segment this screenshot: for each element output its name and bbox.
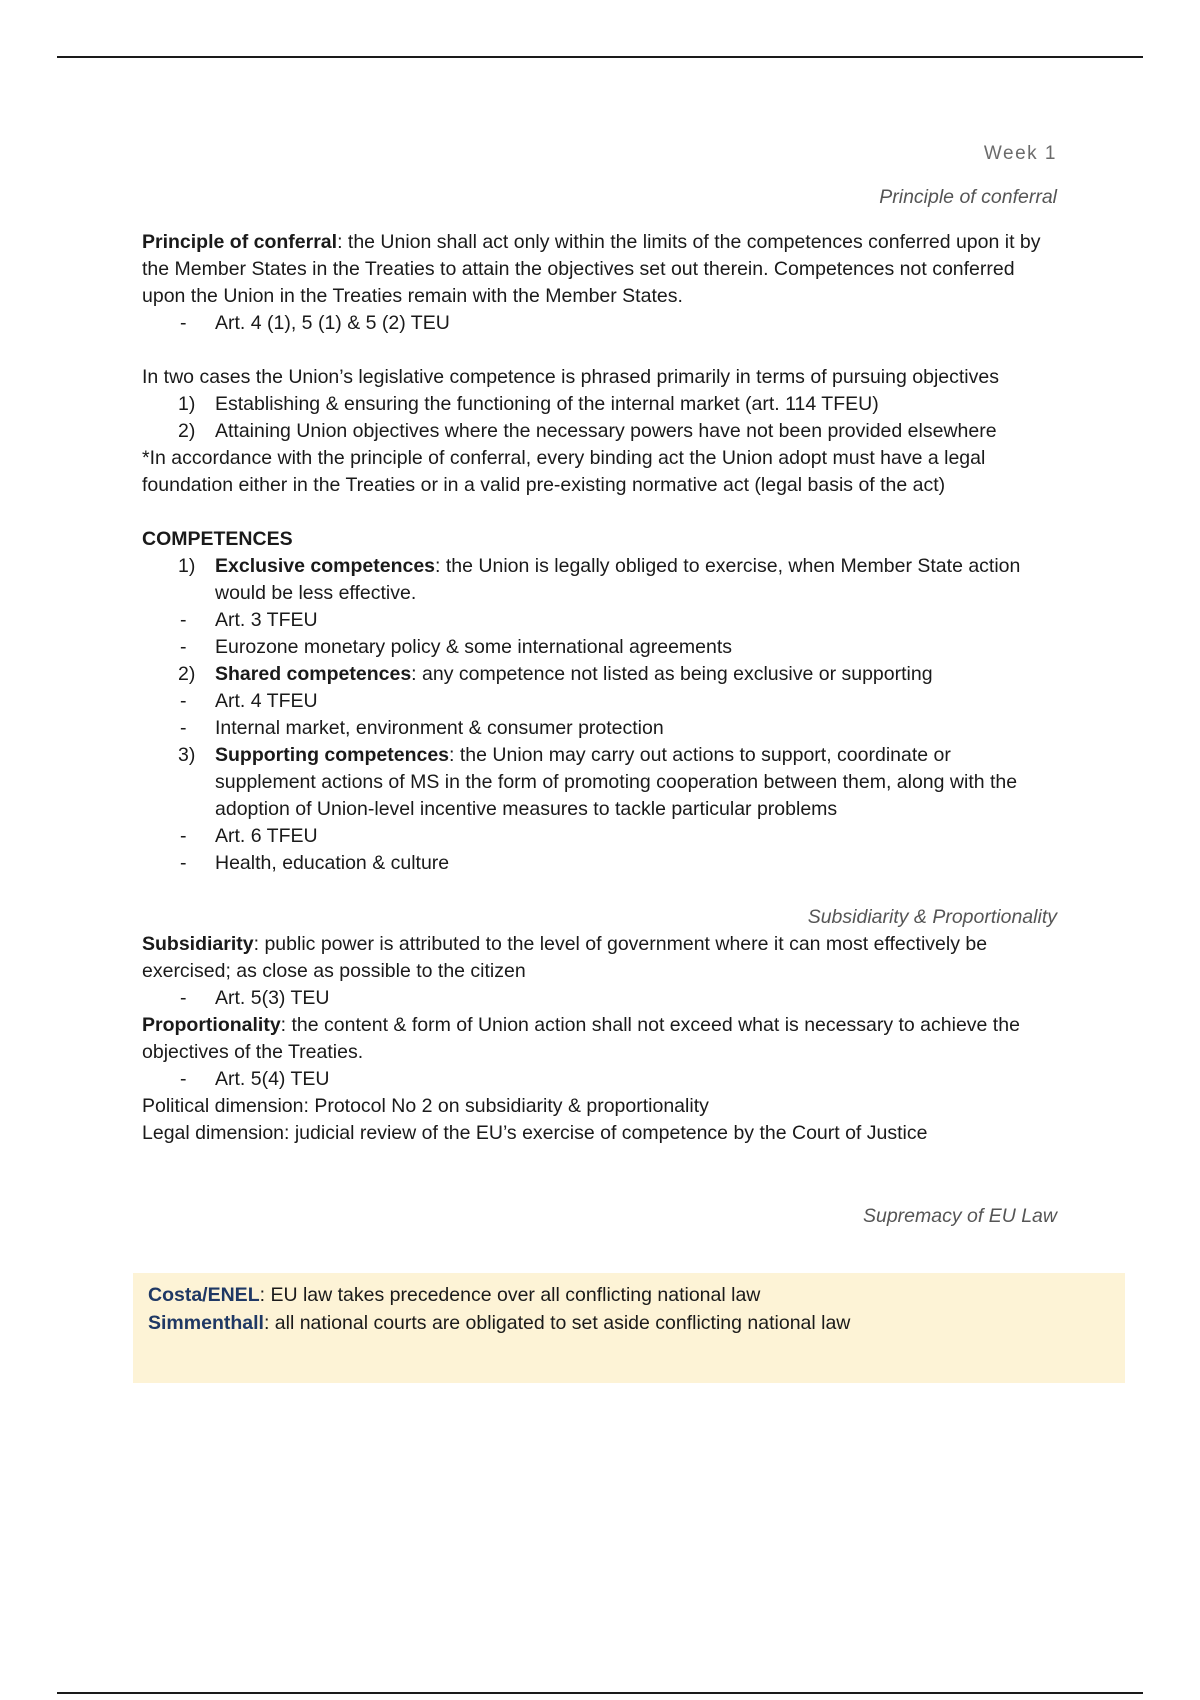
two-cases-intro: In two cases the Union’s legislative competence is phrased primarily in terms of pursuing objectives (142, 366, 999, 388)
case-name: Costa/ENEL (148, 1284, 260, 1306)
competence-bullet: Eurozone monetary policy & some international agreements (215, 636, 733, 658)
dash-marker: - (180, 609, 187, 631)
section-title-supremacy: Supremacy of EU Law (862, 1205, 1057, 1227)
legal-basis-note: *In accordance with the principle of conferral, every binding act the Union adopt must have a legal foundation either in the Treaties or in a valid pre-existing normative act (legal basis of the act) (142, 447, 986, 496)
list-marker: 2) (178, 663, 196, 685)
subsidiarity-articles-list (142, 985, 1057, 1012)
conferral-articles-list (142, 310, 1057, 337)
list-item (142, 391, 1057, 418)
proportionality-article: Art. 5(4) TEU (215, 1068, 330, 1090)
list-item (142, 850, 1057, 877)
competence-bullet: Health, education & culture (215, 852, 450, 874)
subsidiarity-definition (142, 931, 1057, 985)
case-name: Simmenthall (148, 1312, 264, 1334)
competence-term: Supporting competences (215, 744, 450, 766)
proportionality-definition (142, 1012, 1057, 1066)
conferral-term: Principle of conferral (142, 231, 338, 253)
dash-marker: - (180, 987, 187, 1009)
competence-text: : the Union is legally obliged to exercise, when Member State action would be less effective. (215, 555, 1021, 604)
dash-marker: - (180, 312, 187, 334)
list-marker: 1) (178, 555, 196, 577)
dash-marker: - (180, 1068, 187, 1090)
two-cases-list (142, 391, 1057, 445)
bottom-rule (57, 1692, 1143, 1694)
competence-bullet: Art. 4 TFEU (215, 690, 318, 712)
list-item (142, 1066, 1057, 1093)
competence-term: Exclusive competences (215, 555, 436, 577)
proportionality-articles-list (142, 1066, 1057, 1093)
competences-list (142, 553, 1057, 877)
list-item (142, 688, 1057, 715)
legal-dimension: Legal dimension: judicial review of the EU’s exercise of competence by the Court of Justice (142, 1122, 928, 1144)
proportionality-text: : the content & form of Union action shall not exceed what is necessary to achieve the objectives of the Treaties. (142, 1014, 1020, 1063)
competence-bullet: Art. 3 TFEU (215, 609, 318, 631)
competence-term: Shared competences (215, 663, 412, 685)
case-text: Attaining Union objectives where the necessary powers have not been provided elsewhere (215, 420, 997, 442)
week-label: Week 1 (983, 143, 1057, 164)
case-costa-enel (148, 1281, 1110, 1309)
competence-item-supporting (142, 742, 1057, 823)
list-item (142, 310, 1057, 337)
subsidiarity-term: Subsidiarity (142, 933, 254, 955)
list-item (142, 985, 1057, 1012)
dash-marker: - (180, 717, 187, 739)
competence-text: : any competence not listed as being exclusive or supporting (411, 663, 933, 685)
competence-item-shared (142, 661, 1057, 688)
top-rule (57, 56, 1143, 58)
list-item (142, 418, 1057, 445)
list-item (142, 823, 1057, 850)
dash-marker: - (180, 636, 187, 658)
case-text: : all national courts are obligated to set aside conflicting national law (263, 1312, 851, 1334)
list-marker: 2) (178, 420, 196, 442)
competence-item-exclusive (142, 553, 1057, 607)
list-item (142, 634, 1057, 661)
competence-bullet: Art. 6 TFEU (215, 825, 318, 847)
conferral-definition (142, 229, 1057, 310)
competences-heading (142, 526, 1057, 553)
case-text: : EU law takes precedence over all conflicting national law (259, 1284, 761, 1306)
subsidiarity-text: : public power is attributed to the level of government where it can most effectively be exercised; as close as possible to the citizen (142, 933, 988, 982)
competence-bullet: Internal market, environment & consumer protection (215, 717, 664, 739)
dash-marker: - (180, 825, 187, 847)
dash-marker: - (180, 852, 187, 874)
list-marker: 3) (178, 744, 196, 766)
list-item (142, 607, 1057, 634)
case-simmenthall (148, 1309, 1110, 1337)
section-title-subsidiarity: Subsidiarity & Proportionality (807, 906, 1057, 928)
document-body (142, 140, 1057, 1230)
conferral-definition-text: : the Union shall act only within the limits of the competences conferred upon it by the Member States in the Treaties to attain the objectives set out therein. Competences not conferred upon the Union in the Treaties remain with the Member States. (142, 231, 1041, 307)
proportionality-term: Proportionality (142, 1014, 281, 1036)
section-title-conferral: Principle of conferral (879, 186, 1057, 208)
political-dimension: Political dimension: Protocol No 2 on subsidiarity & proportionality (142, 1095, 709, 1117)
conferral-articles: Art. 4 (1), 5 (1) & 5 (2) TEU (215, 312, 450, 334)
competence-text: : the Union may carry out actions to support, coordinate or supplement actions of MS in the form of promoting cooperation between them, along with the adoption of Union-level incentive measures to tackle particular problems (215, 744, 1018, 820)
subsidiarity-article: Art. 5(3) TEU (215, 987, 330, 1009)
competences-heading-text: COMPETENCES (142, 528, 293, 550)
supremacy-highlight-box (133, 1273, 1125, 1383)
dash-marker: - (180, 690, 187, 712)
case-text: Establishing & ensuring the functioning of the internal market (art. 114 TFEU) (215, 393, 879, 415)
list-item (142, 715, 1057, 742)
list-marker: 1) (178, 393, 196, 415)
